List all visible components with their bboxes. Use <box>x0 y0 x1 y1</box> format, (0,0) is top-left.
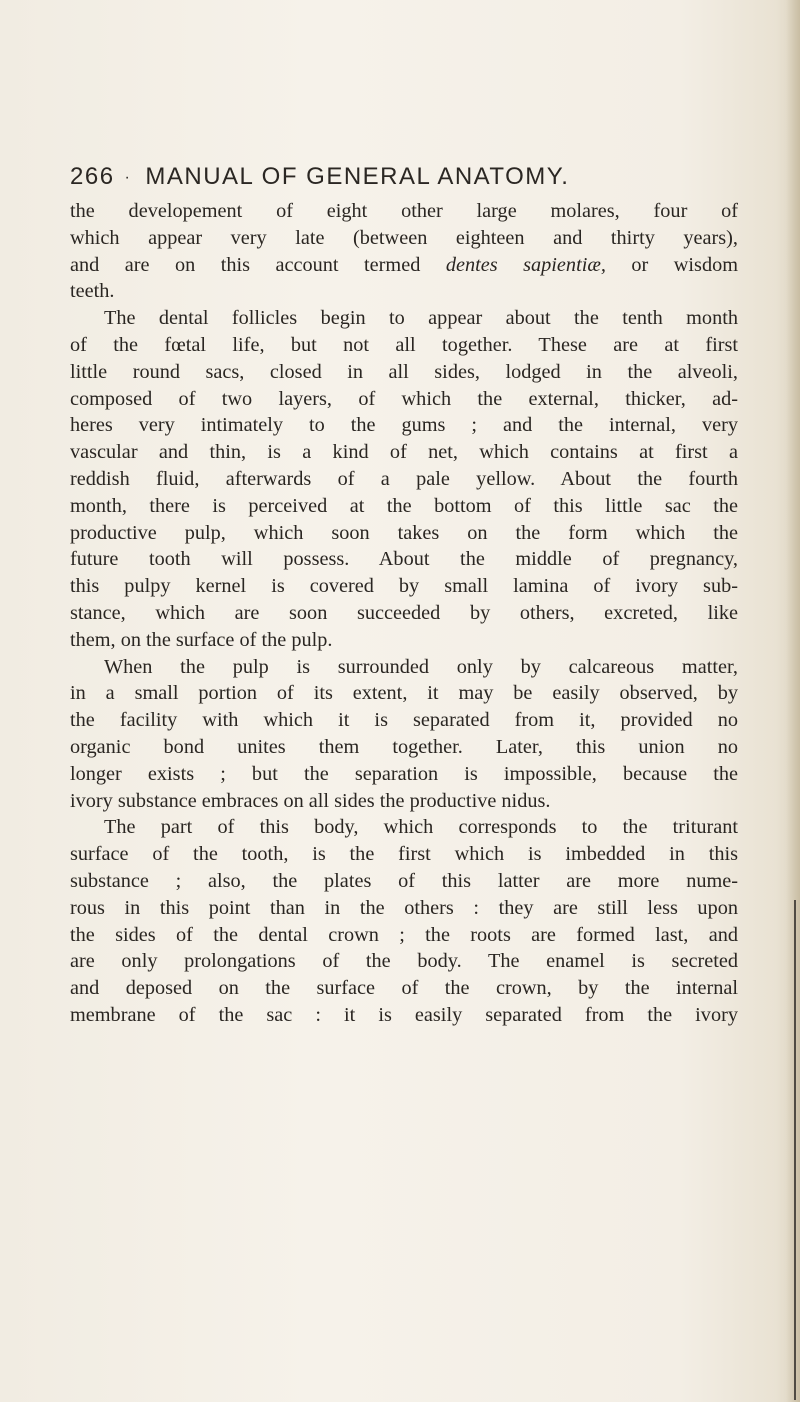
text-line: vascular and thin, is a kind of net, which contains at first a <box>70 441 738 464</box>
text-line: which appear very late (between eighteen and thirty years), <box>70 226 738 249</box>
text-line: ivory substance embraces on all sides the productive nidus. <box>70 789 551 812</box>
text-line: the sides of the dental crown ; the roots are formed last, and <box>70 923 738 946</box>
text-line: this pulpy kernel is covered by small lamina of ivory sub- <box>70 575 738 598</box>
text-line: and deposed on the surface of the crown, by the internal <box>70 977 738 1000</box>
text-line: When the pulp is surrounded only by calcareous matter, <box>104 655 738 678</box>
page-number: 266 <box>70 163 115 190</box>
text-span: or wisdom <box>605 253 739 276</box>
text-line: little round sacs, closed in all sides, lodged in the alveoli, <box>70 360 738 383</box>
text-line: month, there is perceived at the bottom of this little sac the <box>70 494 738 517</box>
text-line: teeth. <box>70 280 115 303</box>
text-line: are only prolongations of the body. The enamel is secreted <box>70 950 738 973</box>
body-text <box>70 198 738 1029</box>
text-line: them, on the surface of the pulp. <box>70 628 333 651</box>
text-line: composed of two layers, of which the external, thicker, ad- <box>70 387 738 410</box>
text-line: longer exists ; but the separation is impossible, because the <box>70 762 738 785</box>
text-line: of the fœtal life, but not all together. These are at first <box>70 333 738 356</box>
text-line: membrane of the sac : it is easily separated from the ivory <box>70 1003 738 1026</box>
header-separator: · <box>124 168 132 186</box>
text-line: future tooth will possess. About the middle of pregnancy, <box>70 548 738 571</box>
page-edge-shadow <box>786 0 800 1402</box>
text-line: the developement of eight other large molares, four of <box>70 200 738 222</box>
text-line: organic bond unites them together. Later, this union no <box>70 735 738 758</box>
text-line: the facility with which it is separated from it, provided no <box>70 709 738 732</box>
page-edge-line <box>794 900 796 1400</box>
text-line: surface of the tooth, is the first which is imbedded in this <box>70 843 738 866</box>
text-line: stance, which are soon succeeded by others, excreted, like <box>70 601 738 624</box>
text-line: The part of this body, which corresponds to the triturant <box>104 816 738 839</box>
italic-term: dentes sapientiæ, <box>445 253 606 276</box>
text-line: The dental follicles begin to appear about the tenth month <box>104 307 738 330</box>
text-line: in a small portion of its extent, it may be easily observed, by <box>70 682 738 705</box>
text-line: substance ; also, the plates of this latter are more nume- <box>70 869 738 892</box>
running-title: MANUAL OF GENERAL ANATOMY. <box>145 163 570 190</box>
text-line: rous in this point than in the others : they are still less upon <box>70 896 738 919</box>
text-line: heres very intimately to the gums ; and the internal, very <box>70 414 738 437</box>
running-header <box>70 163 730 191</box>
text-line: reddish fluid, afterwards of a pale yellow. About the fourth <box>70 467 738 490</box>
text-line: productive pulp, which soon takes on the form which the <box>70 521 738 544</box>
text-line <box>70 252 738 279</box>
text-span: and are on this account termed <box>70 253 446 276</box>
